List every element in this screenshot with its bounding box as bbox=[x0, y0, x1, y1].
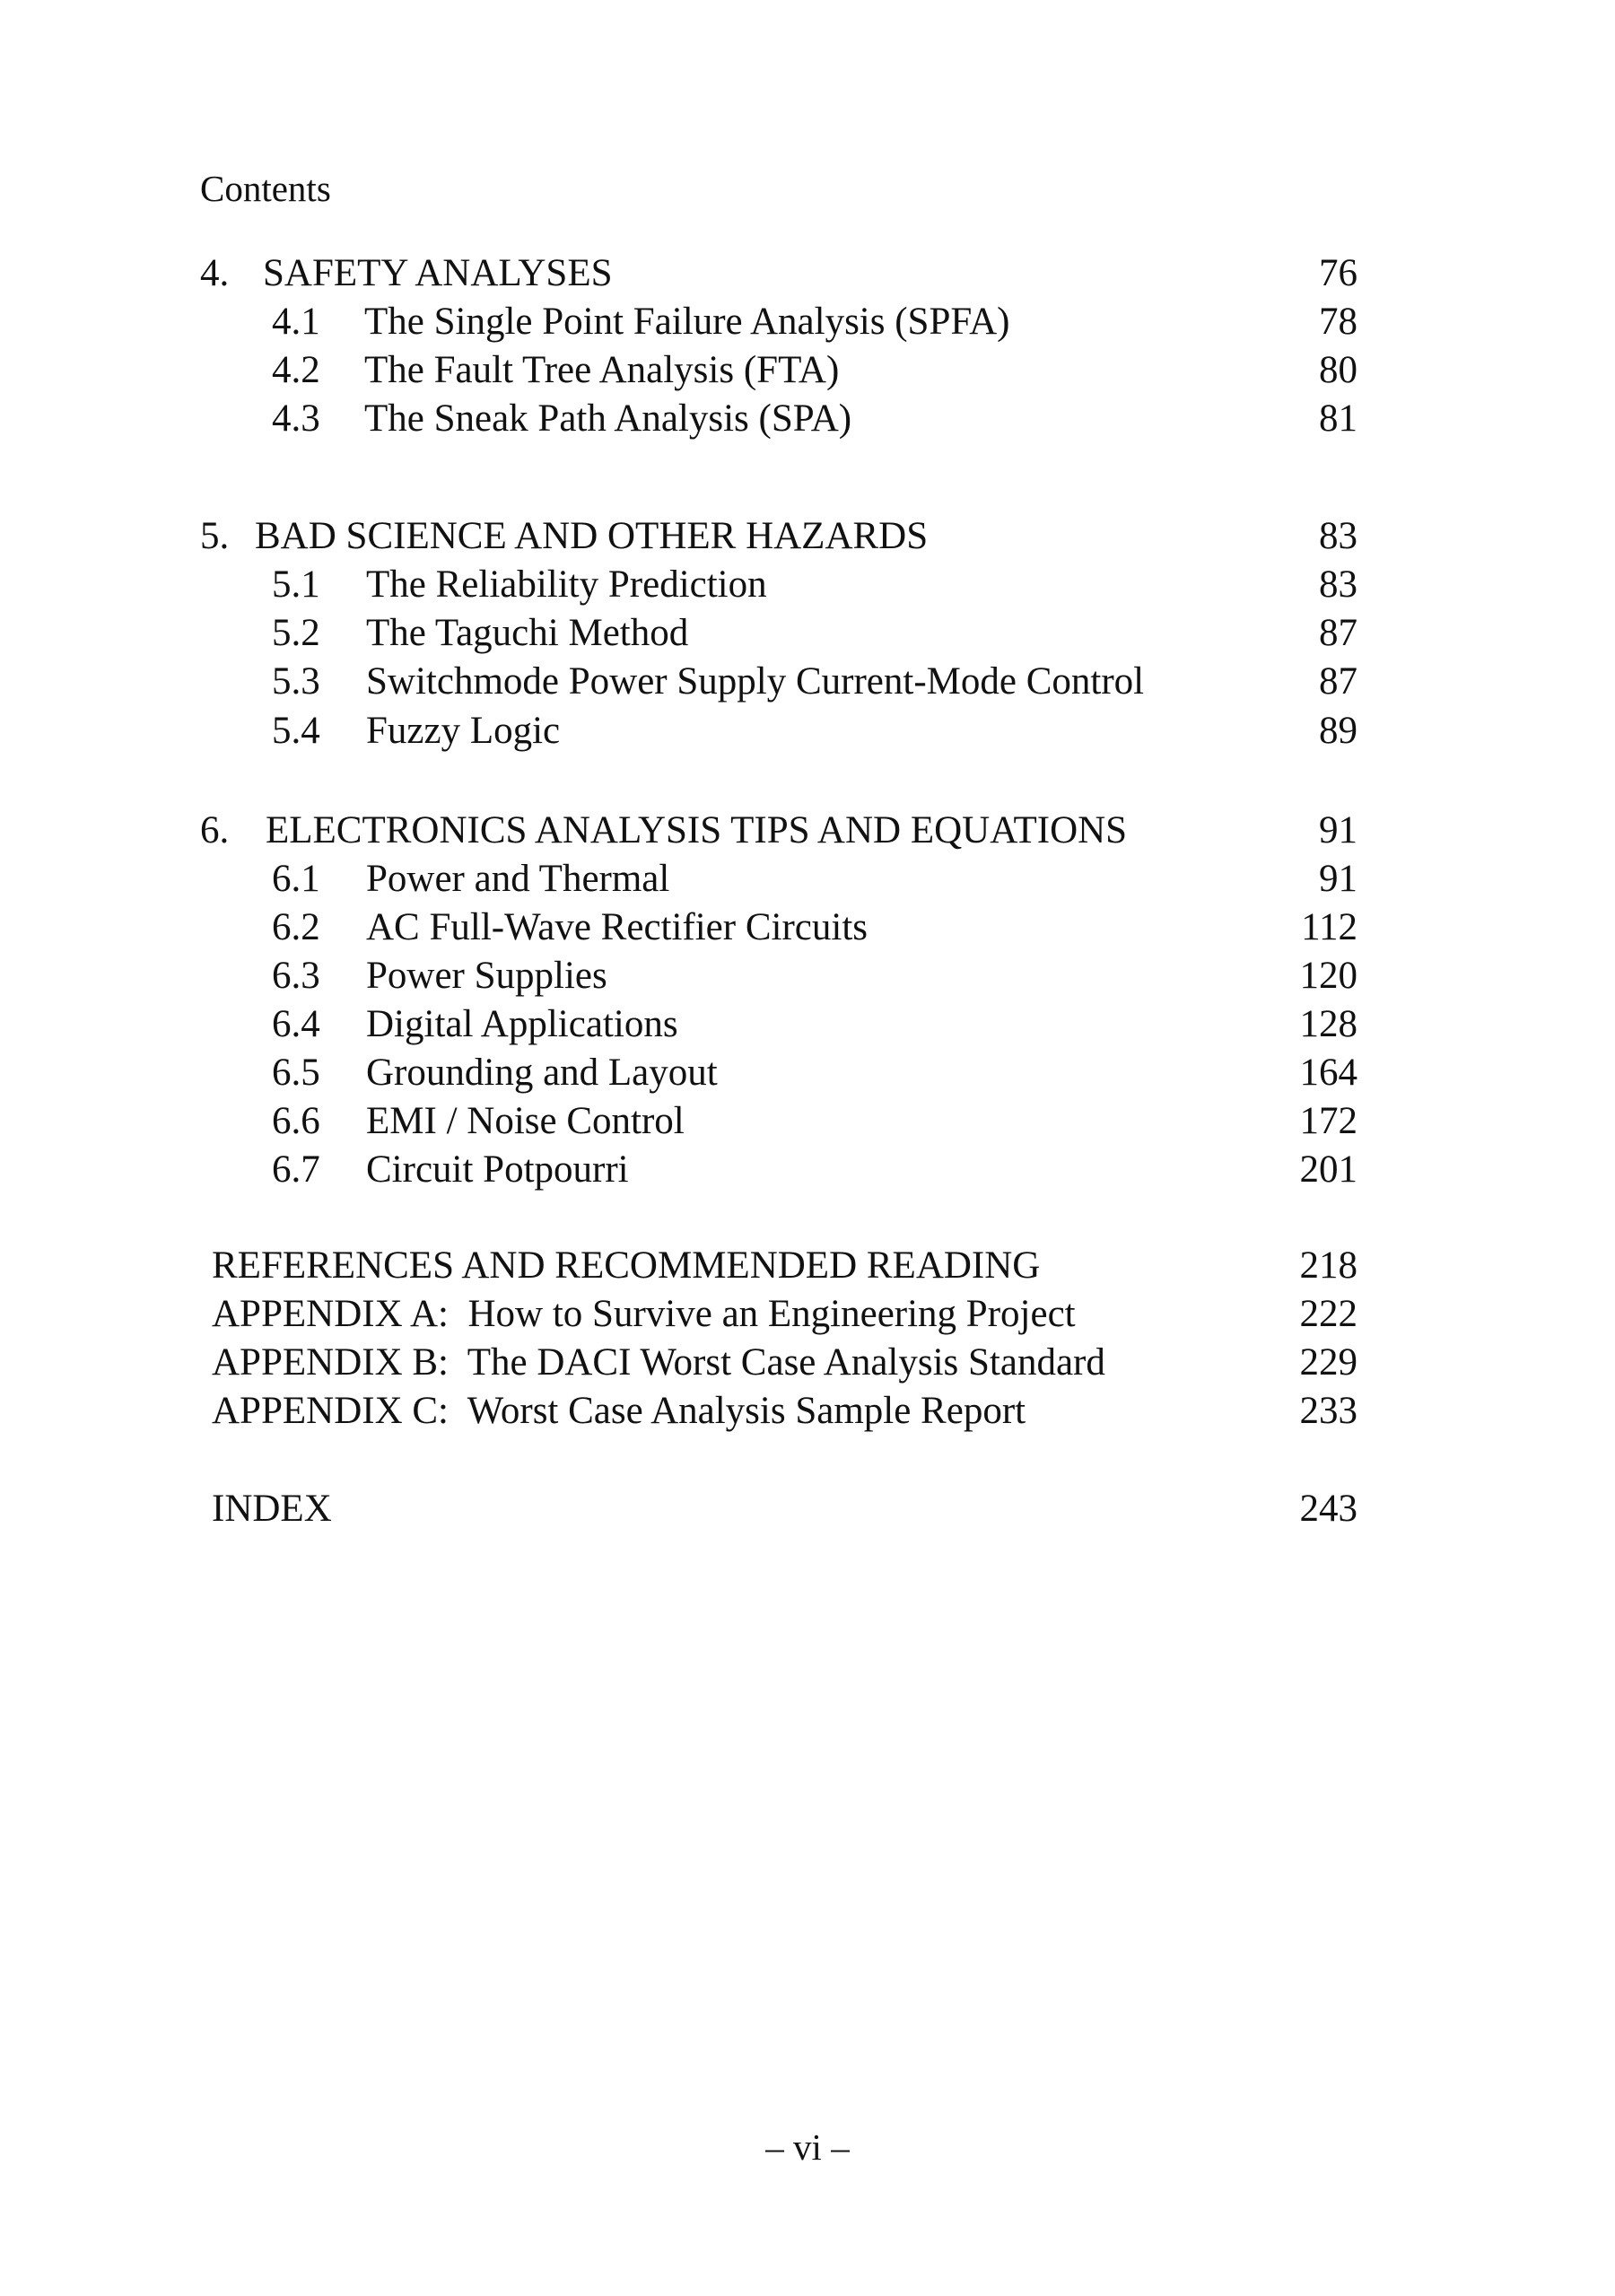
section-title: The Reliability Prediction bbox=[366, 563, 767, 606]
section-title: Power and Thermal bbox=[366, 858, 670, 900]
toc-section-6-1[interactable] bbox=[0, 855, 1615, 904]
toc-section-6-6[interactable] bbox=[0, 1097, 1615, 1146]
page-number: 76 bbox=[1319, 252, 1357, 294]
section-number: 4.1 bbox=[272, 301, 320, 343]
toc-section-5-3[interactable] bbox=[0, 658, 1615, 706]
page-number: 164 bbox=[1299, 1052, 1357, 1094]
toc-references[interactable] bbox=[0, 1242, 1615, 1290]
section-title: The Fault Tree Analysis (FTA) bbox=[364, 349, 840, 391]
section-number: 5.1 bbox=[272, 563, 320, 606]
section-title: AC Full-Wave Rectifier Circuits bbox=[366, 906, 868, 948]
section-title: The Single Point Failure Analysis (SPFA) bbox=[364, 301, 1010, 343]
page-number: 80 bbox=[1319, 349, 1357, 391]
index-title: INDEX bbox=[212, 1488, 332, 1530]
toc-index[interactable] bbox=[0, 1485, 1615, 1533]
section-title: Fuzzy Logic bbox=[366, 710, 561, 752]
page-number: 112 bbox=[1301, 906, 1357, 948]
section-number: 5.4 bbox=[272, 710, 320, 752]
section-number: 4.3 bbox=[272, 397, 320, 440]
page-title: Contents bbox=[200, 168, 331, 209]
section-number: 6.2 bbox=[272, 906, 320, 948]
page-number: 222 bbox=[1299, 1293, 1357, 1335]
page-number: 78 bbox=[1319, 301, 1357, 343]
chapter-number: 6. bbox=[200, 809, 230, 851]
page-number: 218 bbox=[1299, 1244, 1357, 1287]
toc-chapter-4[interactable] bbox=[0, 249, 1615, 298]
toc-section-5-4[interactable] bbox=[0, 707, 1615, 755]
section-title: Grounding and Layout bbox=[366, 1052, 718, 1094]
toc-appendix-b[interactable] bbox=[0, 1339, 1615, 1387]
chapter-title: ELECTRONICS ANALYSIS TIPS AND EQUATIONS bbox=[266, 809, 1128, 851]
page-number: 83 bbox=[1319, 515, 1357, 557]
section-number: 4.2 bbox=[272, 349, 320, 391]
page-number: 87 bbox=[1319, 660, 1357, 703]
section-number: 6.1 bbox=[272, 858, 320, 900]
back-matter-title: APPENDIX B: The DACI Worst Case Analysis Standard bbox=[212, 1341, 1105, 1384]
section-title: The Sneak Path Analysis (SPA) bbox=[364, 397, 852, 440]
toc-section-6-5[interactable] bbox=[0, 1049, 1615, 1097]
toc-section-5-1[interactable] bbox=[0, 561, 1615, 609]
toc-chapter-5[interactable] bbox=[0, 512, 1615, 561]
section-title: Switchmode Power Supply Current-Mode Control bbox=[366, 660, 1145, 703]
page-number: 83 bbox=[1319, 563, 1357, 606]
page-number: 89 bbox=[1319, 710, 1357, 752]
section-title: Power Supplies bbox=[366, 955, 607, 997]
toc-section-6-3[interactable] bbox=[0, 952, 1615, 1000]
back-matter-title: APPENDIX A: How to Survive an Engineering Project bbox=[212, 1293, 1076, 1335]
toc-section-6-7[interactable] bbox=[0, 1146, 1615, 1194]
toc-section-6-2[interactable] bbox=[0, 904, 1615, 952]
toc-section-4-1[interactable] bbox=[0, 298, 1615, 346]
section-number: 5.3 bbox=[272, 660, 320, 703]
page-number: 91 bbox=[1319, 809, 1357, 851]
page-number: 229 bbox=[1299, 1341, 1357, 1384]
page-number: 243 bbox=[1299, 1488, 1357, 1530]
chapter-number: 4. bbox=[200, 252, 230, 294]
chapter-title: SAFETY ANALYSES bbox=[263, 252, 613, 294]
toc-section-5-2[interactable] bbox=[0, 609, 1615, 658]
section-number: 6.6 bbox=[272, 1100, 320, 1142]
page-number: 201 bbox=[1299, 1148, 1357, 1191]
toc-section-4-3[interactable] bbox=[0, 395, 1615, 443]
toc-section-4-2[interactable] bbox=[0, 346, 1615, 395]
page-number: 87 bbox=[1319, 612, 1357, 654]
section-title: Circuit Potpourri bbox=[366, 1148, 629, 1191]
toc-section-6-4[interactable] bbox=[0, 1000, 1615, 1049]
page-number: 81 bbox=[1319, 397, 1357, 440]
section-number: 6.7 bbox=[272, 1148, 320, 1191]
toc-chapter-6[interactable] bbox=[0, 807, 1615, 855]
page-number: 120 bbox=[1299, 955, 1357, 997]
back-matter-title: APPENDIX C: Worst Case Analysis Sample Report bbox=[212, 1390, 1026, 1432]
toc-appendix-a[interactable] bbox=[0, 1290, 1615, 1339]
page-number: 91 bbox=[1319, 858, 1357, 900]
section-title: EMI / Noise Control bbox=[366, 1100, 685, 1142]
back-matter-title: REFERENCES AND RECOMMENDED READING bbox=[212, 1244, 1041, 1287]
page-number: 172 bbox=[1299, 1100, 1357, 1142]
section-title: The Taguchi Method bbox=[366, 612, 689, 654]
section-number: 6.3 bbox=[272, 955, 320, 997]
toc-appendix-c[interactable] bbox=[0, 1387, 1615, 1436]
page-folio: – vi – bbox=[765, 2126, 850, 2168]
section-number: 6.4 bbox=[272, 1003, 320, 1045]
section-number: 5.2 bbox=[272, 612, 320, 654]
chapter-title: BAD SCIENCE AND OTHER HAZARDS bbox=[255, 515, 929, 557]
section-number: 6.5 bbox=[272, 1052, 320, 1094]
section-title: Digital Applications bbox=[366, 1003, 678, 1045]
page-number: 128 bbox=[1299, 1003, 1357, 1045]
page-number: 233 bbox=[1299, 1390, 1357, 1432]
chapter-number: 5. bbox=[200, 515, 230, 557]
